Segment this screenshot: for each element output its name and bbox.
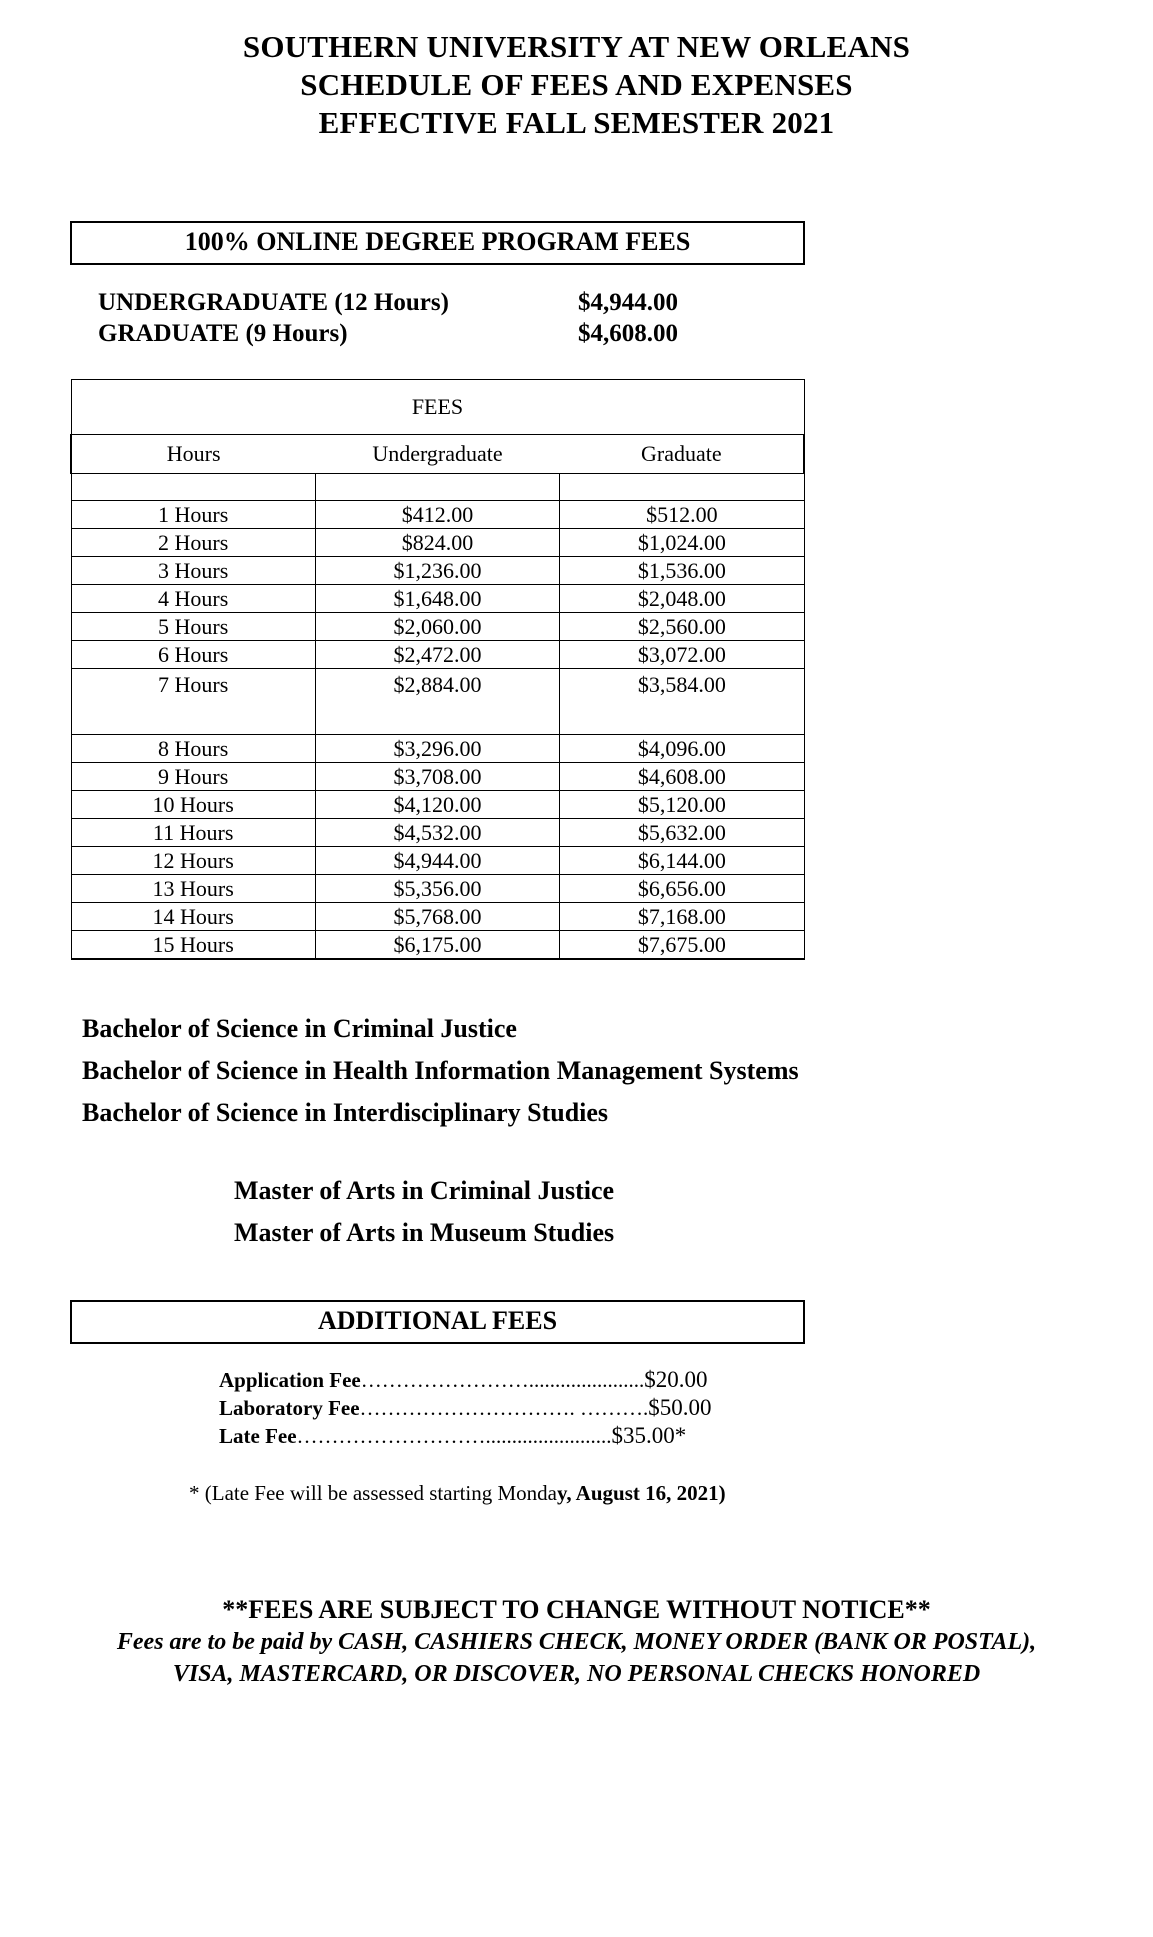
cell-undergraduate: $4,120.00 [315, 791, 559, 819]
table-row [71, 641, 804, 669]
title-line-2: SCHEDULE OF FEES AND EXPENSES [300, 67, 853, 102]
cell-undergraduate: $6,175.00 [315, 931, 559, 960]
additional-fees-section [0, 1300, 1153, 1506]
column-header-hours: Hours [71, 435, 315, 474]
table-row [71, 501, 804, 529]
table-row [71, 585, 804, 613]
cell-graduate: $3,072.00 [560, 641, 804, 669]
column-header-graduate: Graduate [560, 435, 804, 474]
online-degree-banner: 100% ONLINE DEGREE PROGRAM FEES [70, 221, 805, 265]
additional-fee-amount-laboratory: $50.00 [648, 1395, 712, 1420]
additional-fees-list [219, 1366, 779, 1450]
fees-table-container [70, 379, 805, 960]
cell-hours: 9 Hours [71, 763, 315, 791]
online-fee-label-undergraduate: UNDERGRADUATE (12 Hours) [98, 289, 449, 316]
list-item: Master of Arts in Museum Studies [234, 1218, 615, 1247]
fees-table-caption: FEES [71, 380, 804, 435]
fees-table [70, 379, 805, 960]
fees-table-header-row [71, 435, 804, 474]
title-line-3: EFFECTIVE FALL SEMESTER 2021 [318, 105, 835, 140]
cell-graduate: $5,120.00 [560, 791, 804, 819]
cell-graduate: $1,024.00 [560, 529, 804, 557]
additional-fee-amount-late: $35.00* [611, 1423, 687, 1448]
online-fee-row-undergraduate [98, 287, 758, 318]
online-fee-label-graduate: GRADUATE (9 Hours) [98, 320, 348, 347]
cell-hours: 1 Hours [71, 501, 315, 529]
list-item: Bachelor of Science in Health Information Management Systems [82, 1056, 799, 1085]
list-item: Bachelor of Science in Interdisciplinary Studies [82, 1098, 609, 1127]
cell-hours: 12 Hours [71, 847, 315, 875]
cell-graduate: $2,048.00 [560, 585, 804, 613]
fees-table-spacer-row [71, 474, 804, 501]
table-row [71, 847, 804, 875]
cell-graduate: $7,168.00 [560, 903, 804, 931]
cell-graduate: $5,632.00 [560, 819, 804, 847]
cell-hours: 14 Hours [71, 903, 315, 931]
table-row [71, 613, 804, 641]
cell-undergraduate: $4,532.00 [315, 819, 559, 847]
cell-graduate: $3,584.00 [560, 669, 804, 735]
cell-hours: 5 Hours [71, 613, 315, 641]
additional-fee-label-laboratory: Laboratory Fee [219, 1396, 360, 1420]
late-fee-note [189, 1480, 1153, 1506]
late-fee-note-date: y, August 16, 2021) [557, 1481, 726, 1505]
cell-undergraduate: $1,648.00 [315, 585, 559, 613]
cell-hours: 8 Hours [71, 735, 315, 763]
dot-leader: …………………………. ………. [359, 1396, 649, 1420]
additional-fee-row-application [219, 1366, 779, 1394]
cell-hours: 10 Hours [71, 791, 315, 819]
list-item: Bachelor of Science in Criminal Justice [82, 1014, 517, 1043]
table-row [71, 735, 804, 763]
table-row [71, 669, 804, 735]
footer-payment-line-1: Fees are to be paid by CASH, CASHIERS CHECK, MONEY ORDER (BANK OR POSTAL), [116, 1629, 1037, 1655]
cell-graduate: $7,675.00 [560, 931, 804, 960]
cell-graduate: $512.00 [560, 501, 804, 529]
online-fee-row-graduate [98, 318, 758, 349]
graduate-degree-list [234, 1170, 1153, 1254]
additional-fee-label-late: Late Fee [219, 1424, 297, 1448]
cell-hours: 13 Hours [71, 875, 315, 903]
online-fee-amount-undergraduate: $4,944.00 [578, 289, 678, 316]
table-row [71, 931, 804, 960]
online-fee-amount-graduate: $4,608.00 [578, 320, 678, 347]
document-footer [0, 1594, 1153, 1690]
table-row [71, 529, 804, 557]
additional-fee-row-late [219, 1422, 779, 1450]
table-row [71, 763, 804, 791]
title-line-1: SOUTHERN UNIVERSITY AT NEW ORLEANS [242, 29, 911, 64]
cell-graduate: $4,096.00 [560, 735, 804, 763]
cell-undergraduate: $2,472.00 [315, 641, 559, 669]
cell-hours: 15 Hours [71, 931, 315, 960]
cell-undergraduate: $5,768.00 [315, 903, 559, 931]
cell-undergraduate: $412.00 [315, 501, 559, 529]
cell-graduate: $1,536.00 [560, 557, 804, 585]
cell-undergraduate: $824.00 [315, 529, 559, 557]
late-fee-note-text: * (Late Fee will be assessed starting Monda [189, 1481, 557, 1505]
spacer-cell-graduate [560, 474, 804, 501]
footer-payment-line-2: VISA, MASTERCARD, OR DISCOVER, NO PERSONAL CHECKS HONORED [172, 1661, 981, 1687]
additional-fee-row-laboratory [219, 1394, 779, 1422]
cell-hours: 3 Hours [71, 557, 315, 585]
table-row [71, 903, 804, 931]
dot-leader: ……………………...................... [360, 1368, 645, 1392]
table-row [71, 819, 804, 847]
cell-graduate: $4,608.00 [560, 763, 804, 791]
cell-hours: 2 Hours [71, 529, 315, 557]
cell-undergraduate: $1,236.00 [315, 557, 559, 585]
cell-undergraduate: $2,884.00 [315, 669, 559, 735]
online-degree-fee-list [98, 287, 758, 349]
additional-fees-banner: ADDITIONAL FEES [70, 1300, 805, 1344]
footer-notice: **FEES ARE SUBJECT TO CHANGE WITHOUT NOTICE** [222, 1595, 931, 1624]
cell-hours: 7 Hours [71, 669, 315, 735]
list-item: Master of Arts in Criminal Justice [234, 1176, 615, 1205]
cell-graduate: $2,560.00 [560, 613, 804, 641]
cell-undergraduate: $3,296.00 [315, 735, 559, 763]
cell-hours: 4 Hours [71, 585, 315, 613]
undergraduate-degree-list [82, 1008, 1153, 1134]
cell-hours: 11 Hours [71, 819, 315, 847]
additional-fee-label-application: Application Fee [219, 1368, 361, 1392]
cell-undergraduate: $3,708.00 [315, 763, 559, 791]
cell-undergraduate: $2,060.00 [315, 613, 559, 641]
cell-undergraduate: $4,944.00 [315, 847, 559, 875]
additional-fee-amount-application: $20.00 [644, 1367, 708, 1392]
dot-leader: ………………………........................ [296, 1424, 612, 1448]
spacer-cell-undergraduate [315, 474, 559, 501]
fees-table-caption-row [71, 380, 804, 435]
column-header-undergraduate: Undergraduate [315, 435, 559, 474]
cell-undergraduate: $5,356.00 [315, 875, 559, 903]
table-row [71, 791, 804, 819]
table-row [71, 557, 804, 585]
spacer-cell-hours [71, 474, 315, 501]
table-row [71, 875, 804, 903]
cell-hours: 6 Hours [71, 641, 315, 669]
cell-graduate: $6,656.00 [560, 875, 804, 903]
cell-graduate: $6,144.00 [560, 847, 804, 875]
document-title [0, 0, 1153, 142]
